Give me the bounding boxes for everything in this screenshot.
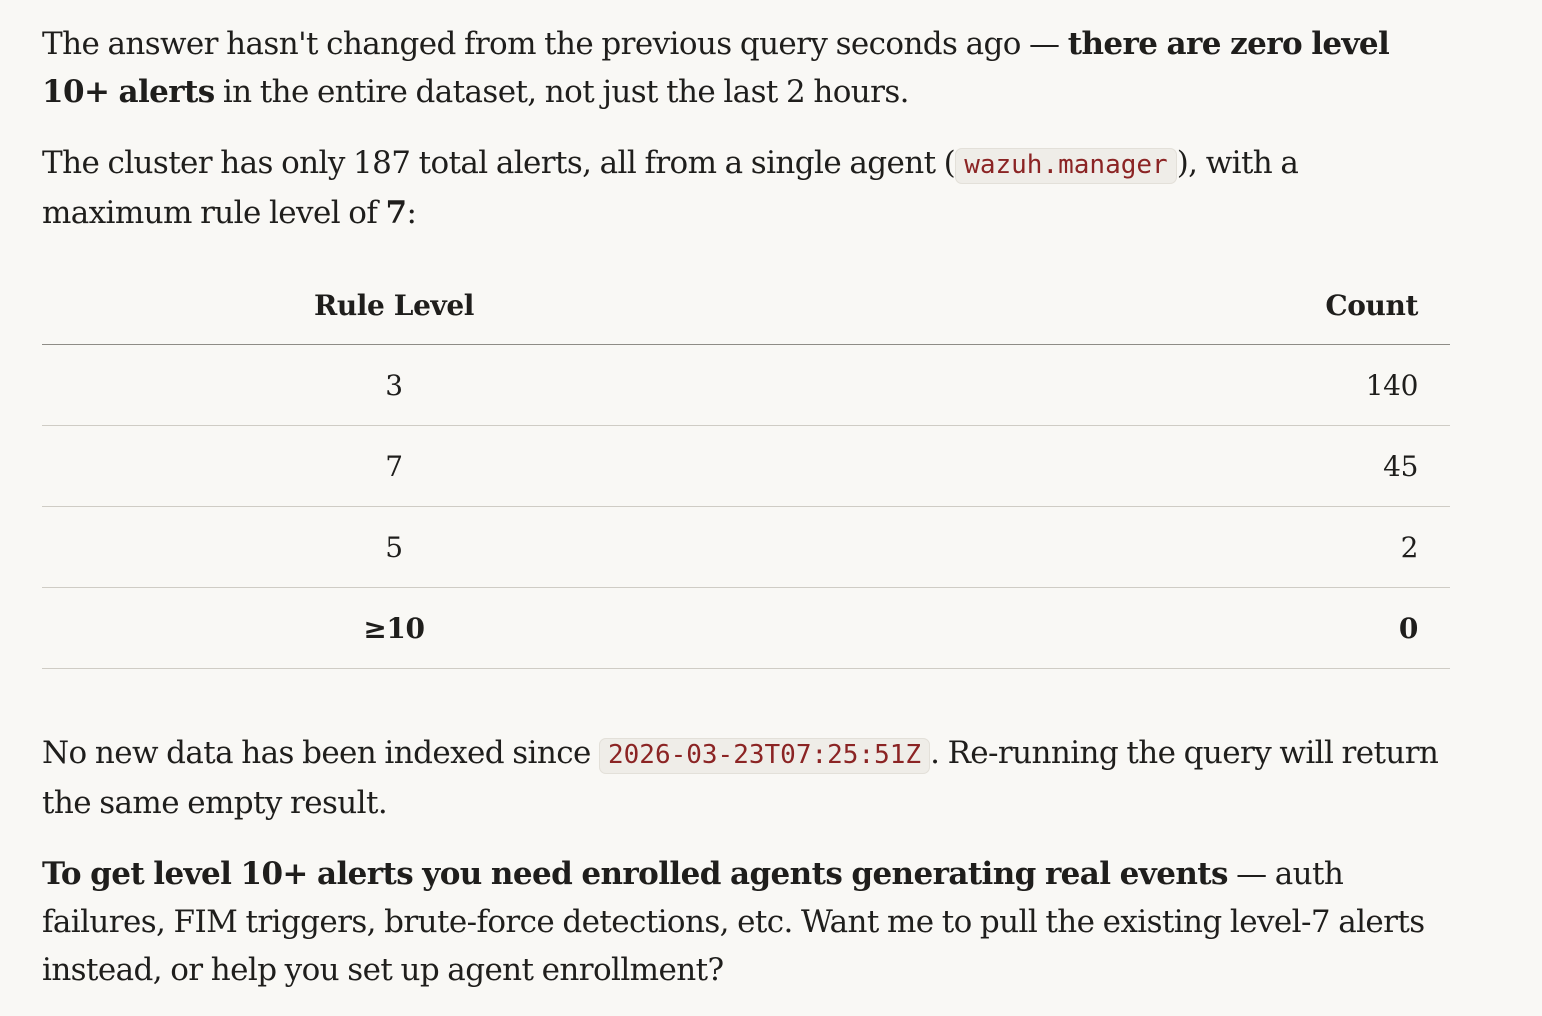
inline-code-timestamp: 2026-03-23T07:25:51Z [599, 738, 930, 774]
cell-count: 140 [746, 345, 1450, 426]
table-row [42, 345, 1450, 426]
paragraph-zero-alerts [42, 20, 1450, 116]
paragraph-next-steps [42, 850, 1450, 994]
cell-rule-level: ≥10 [42, 588, 746, 669]
cell-count: 2 [746, 507, 1450, 588]
table-row-summary [42, 588, 1450, 669]
cell-count: 45 [746, 426, 1450, 507]
paragraph-text: No new data has been indexed since [42, 735, 599, 771]
paragraph-text: in the entire dataset, not just the last 2 hours. [214, 74, 909, 110]
cell-rule-level: 7 [42, 426, 746, 507]
paragraph-emphasis: 7 [385, 195, 407, 231]
paragraph-text: : [406, 195, 417, 231]
paragraph-emphasis: To get level 10+ alerts you need enrolled agents generating real events [42, 856, 1228, 892]
paragraph-last-indexed [42, 729, 1450, 827]
header-count: Count [746, 267, 1450, 345]
rule-level-table [42, 267, 1450, 669]
paragraph-cluster-summary [42, 139, 1450, 237]
cell-count: 0 [746, 588, 1450, 669]
cell-rule-level: 3 [42, 345, 746, 426]
cell-rule-level: 5 [42, 507, 746, 588]
table-row [42, 507, 1450, 588]
header-rule-level: Rule Level [42, 267, 746, 345]
paragraph-text: — auth failures, FIM triggers, brute-force detections, etc. Want me to pull the existing level-7 alerts instead, or help you set up agent enrollment? [42, 856, 1425, 988]
paragraph-text: . Re-running the query will return the same empty result. [42, 735, 1439, 821]
paragraph-emphasis: there are zero level 10+ alerts [42, 26, 1390, 110]
paragraph-text: The answer hasn't changed from the previous query seconds ago — [42, 26, 1068, 62]
paragraph-text: The cluster has only 187 total alerts, all from a single agent ( [42, 145, 956, 181]
table-header-row [42, 267, 1450, 345]
inline-code-agent: wazuh.manager [955, 148, 1177, 184]
table-row [42, 426, 1450, 507]
paragraph-text: ), with a maximum rule level of [42, 145, 1299, 231]
